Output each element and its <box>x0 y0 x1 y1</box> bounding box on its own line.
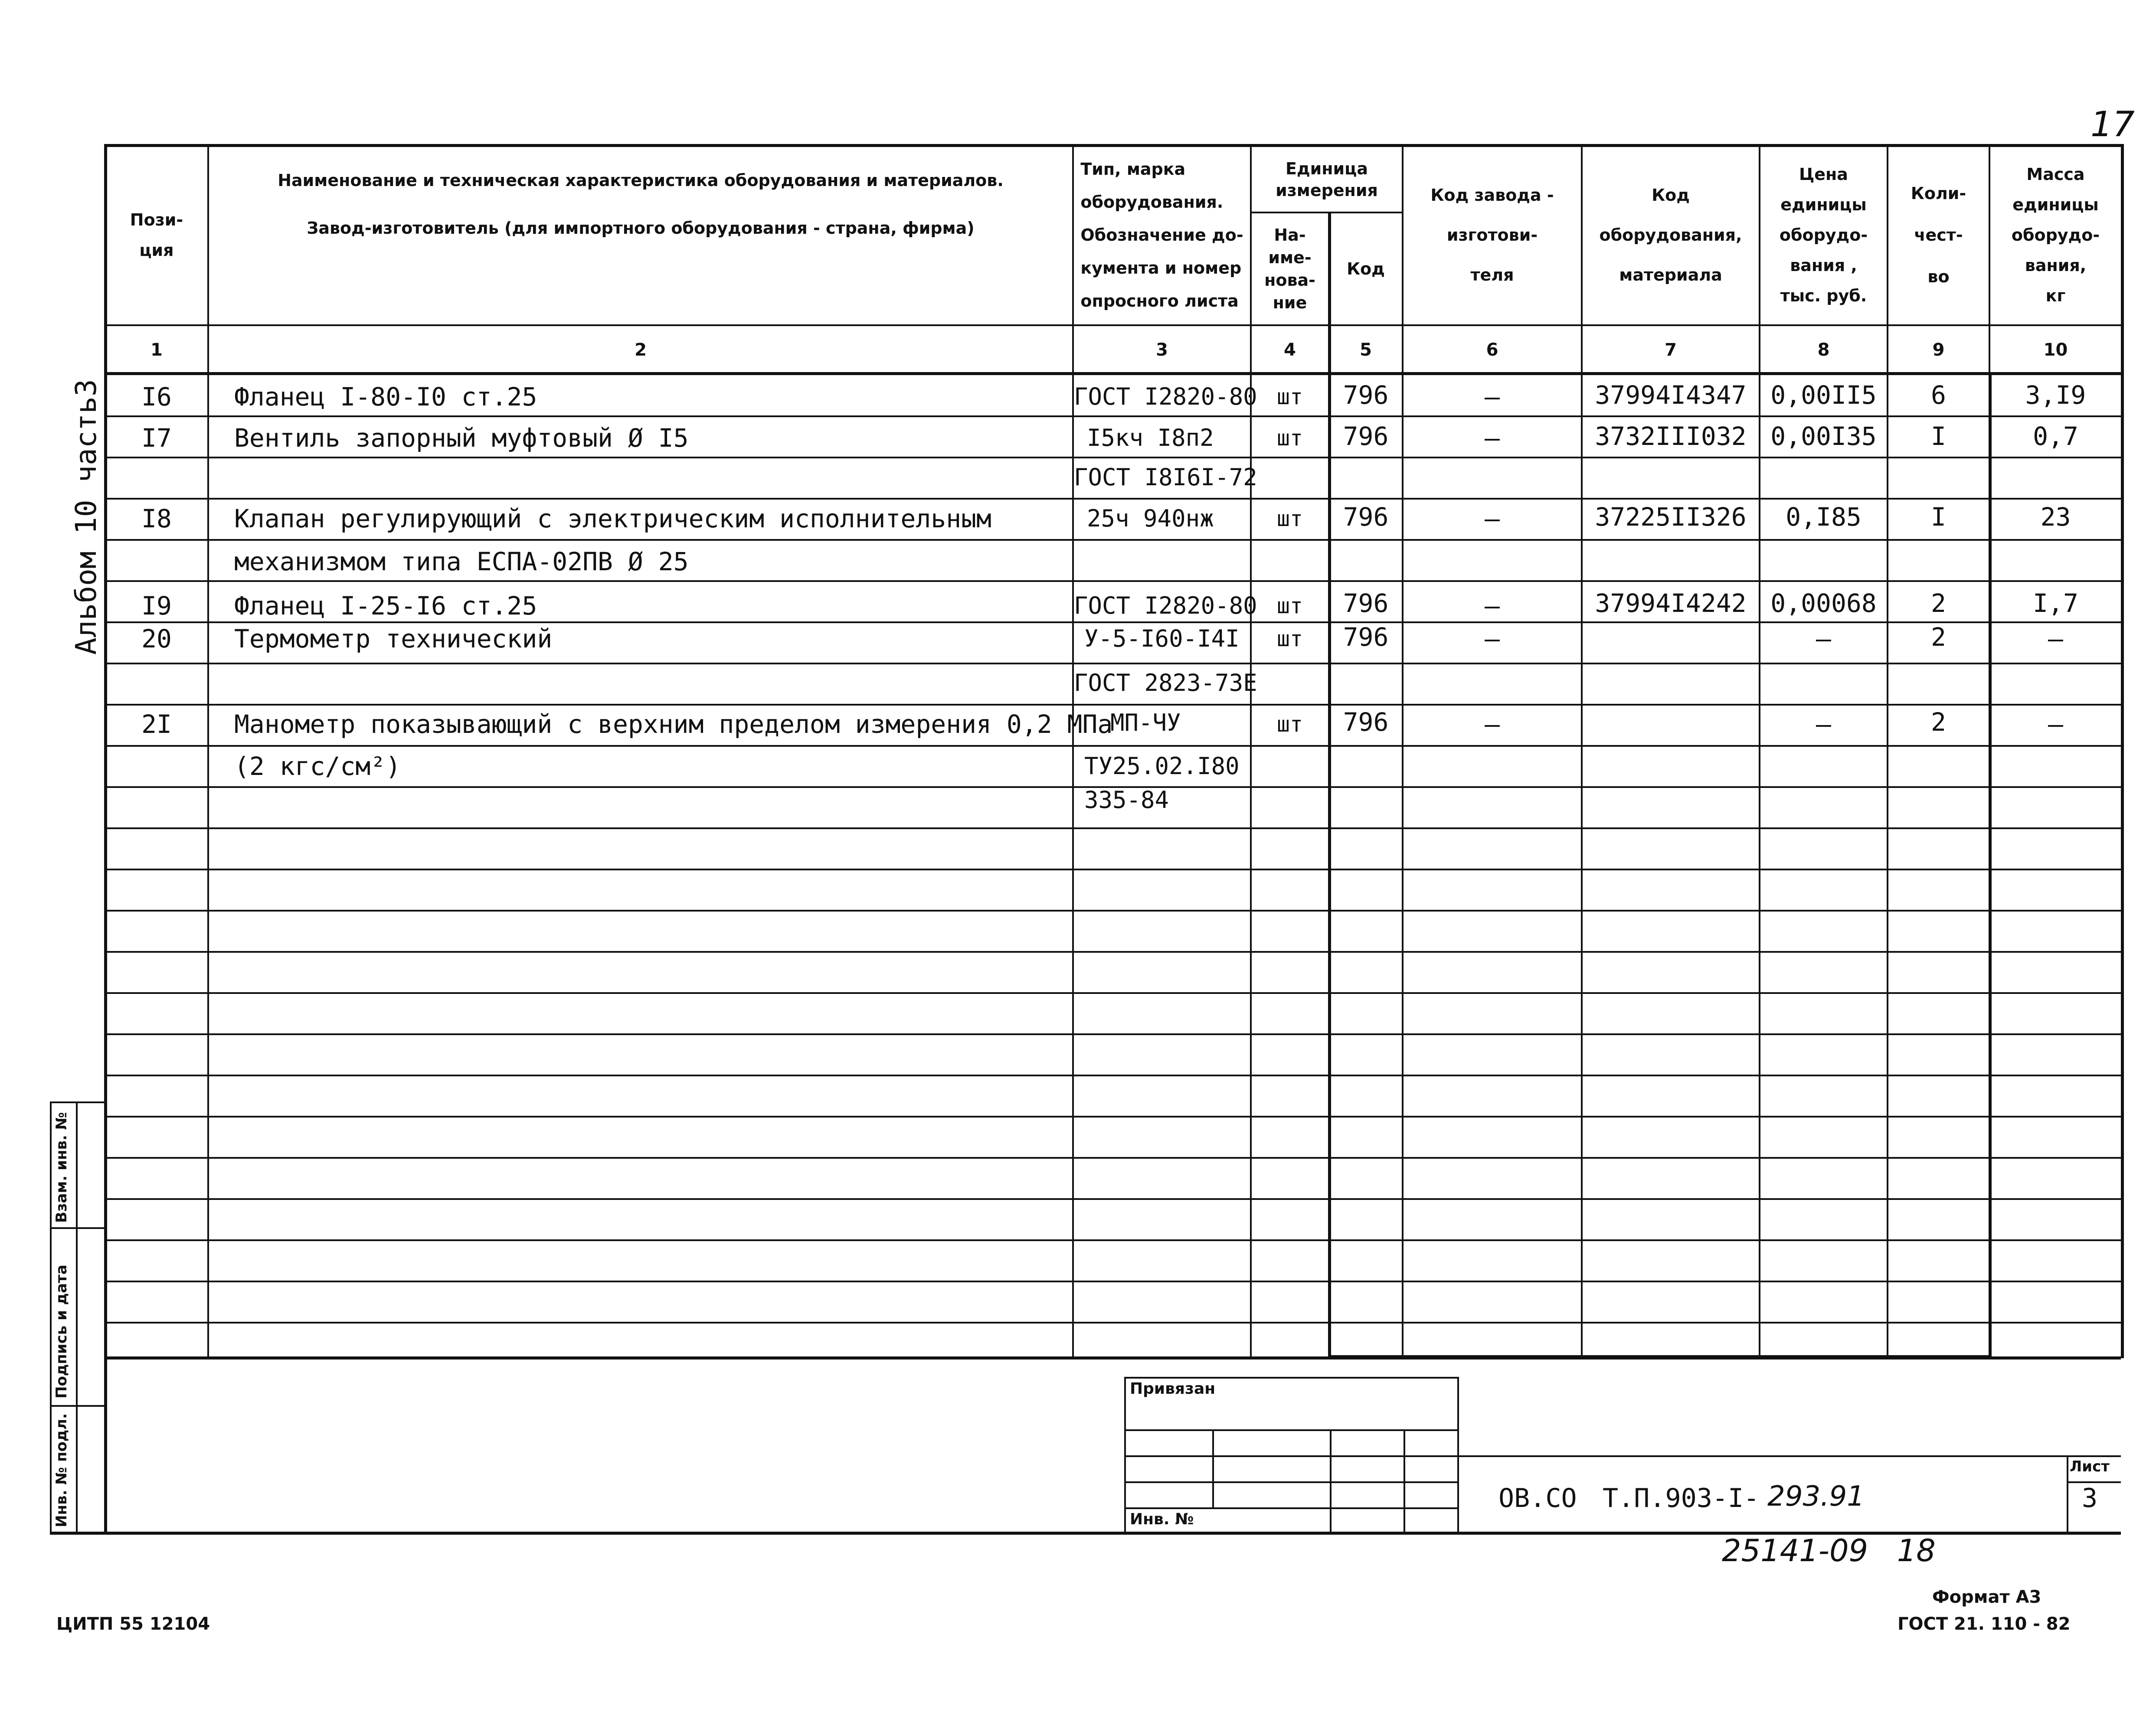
cell-type: МП-ЧУ <box>1110 709 1181 736</box>
cell-quantity: 2 <box>1931 707 1946 737</box>
cell-price: – <box>1816 709 1831 739</box>
column-number: 8 <box>1817 340 1830 360</box>
header-unit-group: Единица измерения <box>1276 159 1378 200</box>
cell-unit: шт <box>1276 425 1303 451</box>
cell-name: Манометр показывающий с верхним пределом измерения 0,2 МПа <box>234 709 1113 739</box>
header-name: Наименование и техническая характеристика оборудования и материалов. Завод-изготовитель (для импортного оборудования - страна, фирма) <box>278 171 1004 238</box>
column-number: 5 <box>1360 340 1372 360</box>
cell-factory: – <box>1485 624 1500 654</box>
cell-name: Фланец I-25-I6 ст.25 <box>234 591 537 621</box>
cell-factory: – <box>1485 504 1500 533</box>
album-label: Альбом 10 часть3 <box>69 379 103 655</box>
cell-quantity: 2 <box>1931 622 1946 652</box>
footer-left-code: ЦИТП 55 12104 <box>56 1614 210 1634</box>
cell-equipment-code: 3732III032 <box>1595 422 1747 451</box>
cell-mass: 23 <box>2040 502 2071 532</box>
cell-equipment-code: 37994I4242 <box>1595 588 1747 618</box>
cell-mass: 0,7 <box>2033 422 2078 451</box>
cell-mass: – <box>2048 709 2063 739</box>
document-series: Т.П.903-I- <box>1603 1483 1760 1513</box>
list-number: 3 <box>2082 1483 2098 1513</box>
header-type: Тип, марка оборудования. Обозначение до- кумента и номер опросного листа <box>1080 160 1243 310</box>
cell-unit: шт <box>1276 506 1303 531</box>
cell-position: I8 <box>141 504 172 533</box>
header-equipment-code: Код оборудования, материала <box>1599 186 1742 284</box>
column-number: 9 <box>1932 340 1945 360</box>
cell-unit: шт <box>1276 712 1303 737</box>
column-number: 7 <box>1665 340 1677 360</box>
cell-quantity: I <box>1931 422 1946 451</box>
column-number: 1 <box>150 340 163 360</box>
cell-unit: шт <box>1276 384 1303 409</box>
cell-factory: – <box>1485 591 1500 621</box>
column-number: 10 <box>2043 340 2068 360</box>
cell-price: 0,I85 <box>1786 502 1862 532</box>
document-number-handwritten: 293.91 <box>1767 1480 1865 1513</box>
cell-quantity: 2 <box>1931 588 1946 618</box>
archive-number-handwritten: 25141-09 18 <box>1722 1533 1936 1569</box>
cell-code: 796 <box>1343 622 1389 652</box>
cell-mass: 3,I9 <box>2025 380 2086 410</box>
cell-type: I5кч I8п2 <box>1087 424 1214 451</box>
header-mass: Масса единицы оборудо- вания, кг <box>2011 165 2100 305</box>
cell-quantity: I <box>1931 502 1946 532</box>
cell-name: Фланец I-80-I0 ст.25 <box>234 382 537 412</box>
cell-name: Термометр технический <box>234 624 553 654</box>
cell-unit: шт <box>1276 626 1303 651</box>
cell-factory: – <box>1485 382 1500 412</box>
footer-gost: ГОСТ 21. 110 - 82 <box>1898 1614 2071 1634</box>
cell-mass: – <box>2048 624 2063 654</box>
cell-position: I7 <box>141 423 172 453</box>
cell-price: 0,00068 <box>1770 588 1877 618</box>
cell-code: 796 <box>1343 502 1389 532</box>
cell-position: 20 <box>141 624 172 654</box>
cell-equipment-code: 37994I4347 <box>1595 380 1747 410</box>
column-number: 6 <box>1486 340 1498 360</box>
cell-name: (2 кгс/см²) <box>234 752 401 781</box>
cell-code: 796 <box>1343 707 1389 737</box>
cell-type: ГОСТ 2823-73Е <box>1074 669 1257 696</box>
document-code: ОВ.СО <box>1498 1483 1577 1513</box>
header-unit-code: Код <box>1347 259 1385 278</box>
header-unit-name: На- име- нова- ние <box>1264 225 1315 312</box>
header-position: Пози- ция <box>130 210 183 260</box>
cell-price: – <box>1816 624 1831 654</box>
cell-type: ГОСТ I2820-80 <box>1074 592 1257 619</box>
cell-factory: – <box>1485 423 1500 453</box>
cell-price: 0,00I35 <box>1770 422 1877 451</box>
cell-type: 25ч 940нж <box>1087 505 1214 532</box>
cell-price: 0,00II5 <box>1770 380 1877 410</box>
column-number: 3 <box>1156 340 1168 360</box>
cell-type: ТУ25.02.I80 <box>1084 752 1240 780</box>
footer-format: Формат А3 <box>1932 1587 2041 1607</box>
cell-quantity: 6 <box>1931 380 1946 410</box>
cell-name: Вентиль запорный муфтовый Ø I5 <box>234 423 689 453</box>
cell-position: 2I <box>141 709 172 739</box>
cell-position: I9 <box>141 591 172 621</box>
cell-equipment-code: 37225II326 <box>1595 502 1747 532</box>
header-quantity: Коли- чест- во <box>1911 184 1966 286</box>
cell-type: 335-84 <box>1084 786 1169 814</box>
cell-code: 796 <box>1343 422 1389 451</box>
cell-name: Клапан регулирующий с электрическим исполнительным <box>234 504 991 533</box>
cell-type: У-5-I60-I4I <box>1084 625 1240 652</box>
cell-position: I6 <box>141 382 172 412</box>
column-number: 4 <box>1284 340 1296 360</box>
cell-code: 796 <box>1343 380 1389 410</box>
cell-factory: – <box>1485 709 1500 739</box>
column-number: 2 <box>635 340 647 360</box>
privyazan-label: Привязан <box>1130 1380 1216 1398</box>
header-factory-code: Код завода - изготови- теля <box>1430 186 1554 284</box>
cell-type: ГОСТ I2820-80 <box>1074 383 1257 410</box>
inv-number-label: Инв. № <box>1130 1510 1194 1528</box>
side-stamp-vzam: Взам. инв. № <box>53 1112 70 1223</box>
header-price: Цена единицы оборудо- вания , тыс. руб. <box>1779 165 1868 305</box>
cell-code: 796 <box>1343 588 1389 618</box>
side-stamp-podpis: Подпись и дата <box>53 1265 70 1399</box>
page-number: 17 <box>2091 104 2135 144</box>
cell-unit: шт <box>1276 593 1303 618</box>
cell-type: ГОСТ I8I6I-72 <box>1074 464 1257 491</box>
cell-mass: I,7 <box>2033 588 2078 618</box>
list-label: Лист <box>2070 1458 2110 1475</box>
side-stamp-inv: Инв. № подл. <box>53 1413 70 1527</box>
cell-name: механизмом типа ЕСПА-02ПВ Ø 25 <box>234 547 689 576</box>
